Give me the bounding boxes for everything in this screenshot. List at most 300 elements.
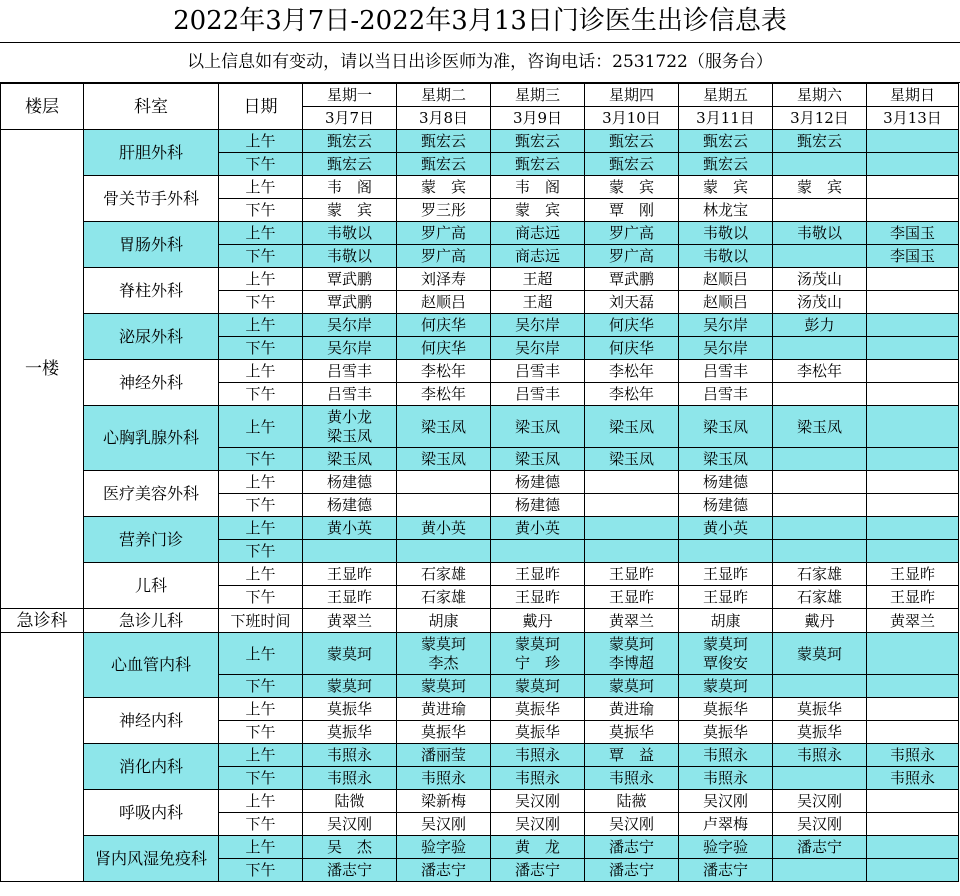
- doctor-cell: 韦敬以: [773, 222, 867, 245]
- doctor-cell: 汤茂山: [773, 268, 867, 291]
- doctor-cell: 韦敬以: [303, 245, 397, 268]
- doctor-cell: 潘志宁: [585, 859, 679, 882]
- period-cell: 下午: [219, 586, 303, 609]
- doctor-cell: [867, 494, 959, 517]
- period-cell: 上午: [219, 836, 303, 859]
- floor-emergency: 急诊科: [1, 609, 84, 633]
- doctor-cell: 甄宏云: [679, 153, 773, 176]
- period-cell: 下午: [219, 448, 303, 471]
- doctor-cell: 彭力: [773, 314, 867, 337]
- doctor-cell: [491, 540, 585, 563]
- period-cell: 下午: [219, 494, 303, 517]
- doctor-cell: 韦 阁: [491, 176, 585, 199]
- header-weekday: 星期四: [585, 84, 679, 107]
- doctor-cell: 潘志宁: [491, 859, 585, 882]
- doctor-cell: [867, 698, 959, 721]
- doctor-cell: 黄小英: [491, 517, 585, 540]
- doctor-cell: 莫振华: [303, 721, 397, 744]
- doctor-cell: 韦照永: [491, 744, 585, 767]
- doctor-cell: 梁玉凤: [585, 448, 679, 471]
- doctor-cell: 蒙 宾: [679, 176, 773, 199]
- doctor-cell: [303, 540, 397, 563]
- department-name: 医疗美容外科: [84, 471, 219, 517]
- doctor-cell: 蒙 宾: [491, 199, 585, 222]
- doctor-cell: 吴汉刚: [773, 813, 867, 836]
- doctor-cell: 何庆华: [585, 337, 679, 360]
- doctor-cell: 潘志宁: [397, 859, 491, 882]
- doctor-cell: 韦敬以: [679, 245, 773, 268]
- doctor-cell: 吴汉刚: [491, 790, 585, 813]
- doctor-cell: 商志远: [491, 245, 585, 268]
- doctor-cell: 汤茂山: [773, 291, 867, 314]
- period-cell: 上午: [219, 471, 303, 494]
- doctor-cell: 黄进瑜: [397, 698, 491, 721]
- schedule-row: [1, 130, 959, 153]
- doctor-cell: [867, 471, 959, 494]
- doctor-cell: 潘志宁: [585, 836, 679, 859]
- doctor-cell: 韦照永: [679, 744, 773, 767]
- period-cell: 下班时间: [219, 609, 303, 633]
- doctor-cell: 韦照永: [773, 744, 867, 767]
- floor-second: [1, 633, 84, 882]
- doctor-cell: 李松年: [397, 383, 491, 406]
- header-weekday: 星期六: [773, 84, 867, 107]
- doctor-cell: 吕雪丰: [303, 360, 397, 383]
- period-cell: 下午: [219, 540, 303, 563]
- doctor-cell: 莫振华: [773, 721, 867, 744]
- doctor-cell: 王显昨: [303, 563, 397, 586]
- doctor-cell: 潘志宁: [773, 836, 867, 859]
- doctor-cell: 甄宏云: [491, 130, 585, 153]
- doctor-cell: 吕雪丰: [491, 360, 585, 383]
- doctor-cell: 吴汉刚: [303, 813, 397, 836]
- doctor-cell: 甄宏云: [773, 130, 867, 153]
- schedule-row: [1, 176, 959, 199]
- doctor-cell: 莫振华: [491, 721, 585, 744]
- doctor-cell: 王显昨: [679, 563, 773, 586]
- doctor-cell: [867, 337, 959, 360]
- department-name: 心胸乳腺外科: [84, 406, 219, 471]
- doctor-cell: 罗三彤: [397, 199, 491, 222]
- schedule-row: [1, 517, 959, 540]
- header-weekday: 星期一: [303, 84, 397, 107]
- doctor-cell: 莫振华: [585, 721, 679, 744]
- doctor-cell: 罗广高: [397, 245, 491, 268]
- doctor-cell: [867, 383, 959, 406]
- doctor-cell: 吕雪丰: [303, 383, 397, 406]
- doctor-cell: [773, 383, 867, 406]
- page-title: 2022年3月7日-2022年3月13日门诊医生出诊信息表: [0, 0, 960, 43]
- period-cell: 下午: [219, 245, 303, 268]
- doctor-cell: 蒙莫珂: [303, 633, 397, 675]
- doctor-cell: 杨建德: [491, 471, 585, 494]
- doctor-cell: 韦照永: [585, 767, 679, 790]
- doctor-cell: 黄翠兰: [867, 609, 959, 633]
- period-cell: 下午: [219, 859, 303, 882]
- doctor-cell: 莫振华: [303, 698, 397, 721]
- period-cell: 上午: [219, 222, 303, 245]
- department-name: 急诊儿科: [84, 609, 219, 633]
- doctor-cell: [773, 199, 867, 222]
- doctor-cell: 黄小龙 梁玉凤: [303, 406, 397, 448]
- doctor-cell: 韦照永: [867, 744, 959, 767]
- period-cell: 上午: [219, 130, 303, 153]
- doctor-cell: 黄小英: [397, 517, 491, 540]
- doctor-cell: [773, 675, 867, 698]
- doctor-cell: 韦照永: [303, 767, 397, 790]
- period-cell: 上午: [219, 517, 303, 540]
- doctor-cell: [867, 360, 959, 383]
- doctor-cell: 罗广高: [585, 245, 679, 268]
- doctor-cell: 石家雄: [773, 586, 867, 609]
- doctor-cell: [867, 199, 959, 222]
- doctor-cell: 蒙 宾: [397, 176, 491, 199]
- doctor-cell: 梁玉凤: [491, 406, 585, 448]
- period-cell: 上午: [219, 633, 303, 675]
- doctor-cell: 吴尔岸: [303, 314, 397, 337]
- doctor-cell: 蒙 宾: [773, 176, 867, 199]
- period-cell: 下午: [219, 291, 303, 314]
- doctor-cell: [773, 337, 867, 360]
- doctor-cell: 李松年: [585, 360, 679, 383]
- doctor-cell: [867, 721, 959, 744]
- doctor-cell: [867, 176, 959, 199]
- doctor-cell: 蒙莫珂 李博超: [585, 633, 679, 675]
- doctor-cell: 杨建德: [679, 471, 773, 494]
- doctor-cell: 石家雄: [773, 563, 867, 586]
- doctor-cell: [585, 517, 679, 540]
- doctor-cell: 蒙莫珂 宁 珍: [491, 633, 585, 675]
- doctor-cell: 梁玉凤: [397, 406, 491, 448]
- header-date: 日期: [219, 84, 303, 130]
- doctor-cell: [773, 859, 867, 882]
- doctor-cell: 王显昨: [585, 563, 679, 586]
- doctor-cell: 莫振华: [679, 721, 773, 744]
- header-floor: 楼层: [1, 84, 84, 130]
- doctor-cell: 验字验: [679, 836, 773, 859]
- doctor-cell: 陆薇: [585, 790, 679, 813]
- doctor-cell: 覃 刚: [585, 199, 679, 222]
- doctor-cell: 王显昨: [585, 586, 679, 609]
- doctor-cell: 李松年: [773, 360, 867, 383]
- doctor-cell: 刘天磊: [585, 291, 679, 314]
- department-name: 儿科: [84, 563, 219, 609]
- doctor-cell: 胡康: [397, 609, 491, 633]
- doctor-cell: [679, 540, 773, 563]
- doctor-cell: 甄宏云: [585, 130, 679, 153]
- doctor-cell: [773, 767, 867, 790]
- period-cell: 上午: [219, 176, 303, 199]
- doctor-cell: [397, 494, 491, 517]
- doctor-cell: 梁玉凤: [303, 448, 397, 471]
- doctor-cell: 戴丹: [491, 609, 585, 633]
- doctor-cell: 王显昨: [867, 563, 959, 586]
- doctor-cell: 李国玉: [867, 245, 959, 268]
- doctor-cell: 梁玉凤: [491, 448, 585, 471]
- doctor-cell: 何庆华: [397, 314, 491, 337]
- doctor-cell: 潘志宁: [303, 859, 397, 882]
- period-cell: 上午: [219, 406, 303, 448]
- emergency-row: [1, 609, 959, 633]
- doctor-cell: 吕雪丰: [491, 383, 585, 406]
- doctor-cell: 王超: [491, 268, 585, 291]
- period-cell: 上午: [219, 790, 303, 813]
- doctor-cell: 戴丹: [773, 609, 867, 633]
- doctor-cell: 王显昨: [491, 586, 585, 609]
- department-name: 呼吸内科: [84, 790, 219, 836]
- doctor-cell: 罗广高: [585, 222, 679, 245]
- doctor-cell: 韦敬以: [303, 222, 397, 245]
- doctor-cell: 梁玉凤: [397, 448, 491, 471]
- doctor-cell: 韦照永: [397, 767, 491, 790]
- doctor-cell: 覃武鹏: [303, 268, 397, 291]
- department-name: 泌尿外科: [84, 314, 219, 360]
- doctor-cell: 黄进瑜: [585, 698, 679, 721]
- schedule-row: [1, 222, 959, 245]
- doctor-cell: 覃武鹏: [585, 268, 679, 291]
- doctor-cell: [867, 517, 959, 540]
- doctor-cell: 王超: [491, 291, 585, 314]
- doctor-cell: 李松年: [585, 383, 679, 406]
- doctor-cell: [397, 471, 491, 494]
- doctor-cell: 李国玉: [867, 222, 959, 245]
- department-name: 肾内风湿免疫科: [84, 836, 219, 882]
- doctor-cell: 吕雪丰: [679, 383, 773, 406]
- doctor-cell: 甄宏云: [679, 130, 773, 153]
- doctor-cell: 吴 杰: [303, 836, 397, 859]
- doctor-cell: 吴尔岸: [679, 337, 773, 360]
- doctor-cell: 蒙莫珂: [397, 675, 491, 698]
- doctor-cell: 蒙 宾: [303, 199, 397, 222]
- department-name: 消化内科: [84, 744, 219, 790]
- period-cell: 上午: [219, 698, 303, 721]
- doctor-cell: [867, 836, 959, 859]
- doctor-cell: [867, 314, 959, 337]
- doctor-cell: [773, 471, 867, 494]
- department-name: 胃肠外科: [84, 222, 219, 268]
- doctor-cell: 黄小英: [303, 517, 397, 540]
- header-weekday: 星期日: [867, 84, 959, 107]
- doctor-cell: 蒙莫珂: [773, 633, 867, 675]
- doctor-cell: [867, 813, 959, 836]
- doctor-cell: 吴尔岸: [303, 337, 397, 360]
- department-name: 营养门诊: [84, 517, 219, 563]
- doctor-cell: 吴尔岸: [491, 337, 585, 360]
- doctor-cell: 蒙莫珂: [491, 675, 585, 698]
- schedule-table: [0, 83, 959, 882]
- doctor-cell: 梁玉凤: [679, 448, 773, 471]
- info-note: 以上信息如有变动，请以当日出诊医师为准，咨询电话：2531722（服务台）: [0, 43, 960, 83]
- doctor-cell: [773, 245, 867, 268]
- doctor-cell: 何庆华: [397, 337, 491, 360]
- schedule-row: [1, 563, 959, 586]
- doctor-cell: 石家雄: [397, 563, 491, 586]
- header-date-cell: 3月8日: [397, 107, 491, 130]
- doctor-cell: 吴尔岸: [679, 314, 773, 337]
- header-date-cell: 3月9日: [491, 107, 585, 130]
- schedule-row: [1, 268, 959, 291]
- doctor-cell: 赵顺吕: [397, 291, 491, 314]
- schedule-row: [1, 406, 959, 448]
- doctor-cell: 王显昨: [679, 586, 773, 609]
- doctor-cell: 王显昨: [303, 586, 397, 609]
- doctor-cell: [585, 471, 679, 494]
- doctor-cell: 吴汉刚: [491, 813, 585, 836]
- doctor-cell: [773, 448, 867, 471]
- doctor-cell: 赵顺吕: [679, 268, 773, 291]
- doctor-cell: 甄宏云: [491, 153, 585, 176]
- doctor-cell: 何庆华: [585, 314, 679, 337]
- schedule-row: [1, 744, 959, 767]
- doctor-cell: [585, 540, 679, 563]
- doctor-cell: 潘志宁: [679, 859, 773, 882]
- header-weekday: 星期三: [491, 84, 585, 107]
- doctor-cell: [867, 633, 959, 675]
- department-name: 神经外科: [84, 360, 219, 406]
- department-name: 心血管内科: [84, 633, 219, 698]
- period-cell: 上午: [219, 563, 303, 586]
- doctor-cell: 石家雄: [397, 586, 491, 609]
- schedule-row: [1, 633, 959, 675]
- doctor-cell: 覃 益: [585, 744, 679, 767]
- doctor-cell: 商志远: [491, 222, 585, 245]
- period-cell: 下午: [219, 721, 303, 744]
- doctor-cell: 蒙莫珂 李杰: [397, 633, 491, 675]
- doctor-cell: 胡康: [679, 609, 773, 633]
- doctor-cell: 韦照永: [679, 767, 773, 790]
- header-date-cell: 3月7日: [303, 107, 397, 130]
- doctor-cell: 甄宏云: [585, 153, 679, 176]
- doctor-cell: 莫振华: [491, 698, 585, 721]
- doctor-cell: [867, 540, 959, 563]
- doctor-cell: 吴尔岸: [491, 314, 585, 337]
- doctor-cell: 王显昨: [867, 586, 959, 609]
- doctor-cell: [773, 153, 867, 176]
- doctor-cell: 黄 龙: [491, 836, 585, 859]
- schedule-row: [1, 698, 959, 721]
- doctor-cell: 甄宏云: [397, 153, 491, 176]
- doctor-cell: 吴汉刚: [397, 813, 491, 836]
- doctor-cell: [867, 291, 959, 314]
- doctor-cell: 刘泽寿: [397, 268, 491, 291]
- doctor-cell: 李松年: [397, 360, 491, 383]
- doctor-cell: 吴汉刚: [773, 790, 867, 813]
- doctor-cell: 莫振华: [679, 698, 773, 721]
- doctor-cell: 蒙莫珂 覃俊安: [679, 633, 773, 675]
- period-cell: 上午: [219, 360, 303, 383]
- doctor-cell: [867, 675, 959, 698]
- header-weekday: 星期五: [679, 84, 773, 107]
- doctor-cell: [867, 448, 959, 471]
- department-name: 神经内科: [84, 698, 219, 744]
- doctor-cell: 梁玉凤: [773, 406, 867, 448]
- floor-first: 一楼: [1, 130, 84, 609]
- doctor-cell: 验字验: [397, 836, 491, 859]
- doctor-cell: [867, 153, 959, 176]
- doctor-cell: 赵顺吕: [679, 291, 773, 314]
- doctor-cell: 蒙 宾: [585, 176, 679, 199]
- period-cell: 下午: [219, 199, 303, 222]
- doctor-cell: 蒙莫珂: [679, 675, 773, 698]
- doctor-cell: [867, 790, 959, 813]
- doctor-cell: 吴汉刚: [585, 813, 679, 836]
- header-date-cell: 3月10日: [585, 107, 679, 130]
- period-cell: 上午: [219, 268, 303, 291]
- header-date-cell: 3月13日: [867, 107, 959, 130]
- schedule-row: [1, 471, 959, 494]
- doctor-cell: 蒙莫珂: [585, 675, 679, 698]
- department-name: 肝胆外科: [84, 130, 219, 176]
- department-name: 骨关节手外科: [84, 176, 219, 222]
- doctor-cell: [867, 859, 959, 882]
- doctor-cell: 罗广高: [397, 222, 491, 245]
- doctor-cell: 莫振华: [773, 698, 867, 721]
- schedule-row: [1, 790, 959, 813]
- doctor-cell: 甄宏云: [303, 130, 397, 153]
- header-date-cell: 3月12日: [773, 107, 867, 130]
- doctor-cell: [773, 517, 867, 540]
- header-date-cell: 3月11日: [679, 107, 773, 130]
- doctor-cell: 杨建德: [303, 471, 397, 494]
- doctor-cell: [397, 540, 491, 563]
- period-cell: 下午: [219, 767, 303, 790]
- period-cell: 下午: [219, 675, 303, 698]
- doctor-cell: 吴汉刚: [679, 790, 773, 813]
- doctor-cell: 潘丽莹: [397, 744, 491, 767]
- doctor-cell: [867, 268, 959, 291]
- period-cell: 上午: [219, 744, 303, 767]
- doctor-cell: 蒙莫珂: [303, 675, 397, 698]
- doctor-cell: 林龙宝: [679, 199, 773, 222]
- doctor-cell: 卢翠梅: [679, 813, 773, 836]
- doctor-cell: 韦照永: [303, 744, 397, 767]
- doctor-cell: 吕雪丰: [679, 360, 773, 383]
- period-cell: 下午: [219, 383, 303, 406]
- schedule-row: [1, 836, 959, 859]
- doctor-cell: [867, 406, 959, 448]
- period-cell: 上午: [219, 314, 303, 337]
- doctor-cell: 梁玉凤: [585, 406, 679, 448]
- period-cell: 下午: [219, 153, 303, 176]
- doctor-cell: 甄宏云: [303, 153, 397, 176]
- doctor-cell: 梁玉凤: [679, 406, 773, 448]
- doctor-cell: 覃武鹏: [303, 291, 397, 314]
- doctor-cell: 莫振华: [397, 721, 491, 744]
- doctor-cell: 杨建德: [303, 494, 397, 517]
- doctor-cell: 黄翠兰: [303, 609, 397, 633]
- doctor-cell: 梁新梅: [397, 790, 491, 813]
- doctor-cell: [773, 540, 867, 563]
- doctor-cell: 韦敬以: [679, 222, 773, 245]
- doctor-cell: 杨建德: [491, 494, 585, 517]
- doctor-cell: [585, 494, 679, 517]
- doctor-cell: 黄小英: [679, 517, 773, 540]
- doctor-cell: 杨建德: [679, 494, 773, 517]
- doctor-cell: 韦照永: [867, 767, 959, 790]
- header-weekday: 星期二: [397, 84, 491, 107]
- doctor-cell: 韦 阁: [303, 176, 397, 199]
- schedule-row: [1, 360, 959, 383]
- period-cell: 下午: [219, 813, 303, 836]
- department-name: 脊柱外科: [84, 268, 219, 314]
- doctor-cell: 甄宏云: [397, 130, 491, 153]
- period-cell: 下午: [219, 337, 303, 360]
- doctor-cell: [867, 130, 959, 153]
- doctor-cell: 黄翠兰: [585, 609, 679, 633]
- doctor-cell: [773, 494, 867, 517]
- doctor-cell: 陆微: [303, 790, 397, 813]
- schedule-row: [1, 314, 959, 337]
